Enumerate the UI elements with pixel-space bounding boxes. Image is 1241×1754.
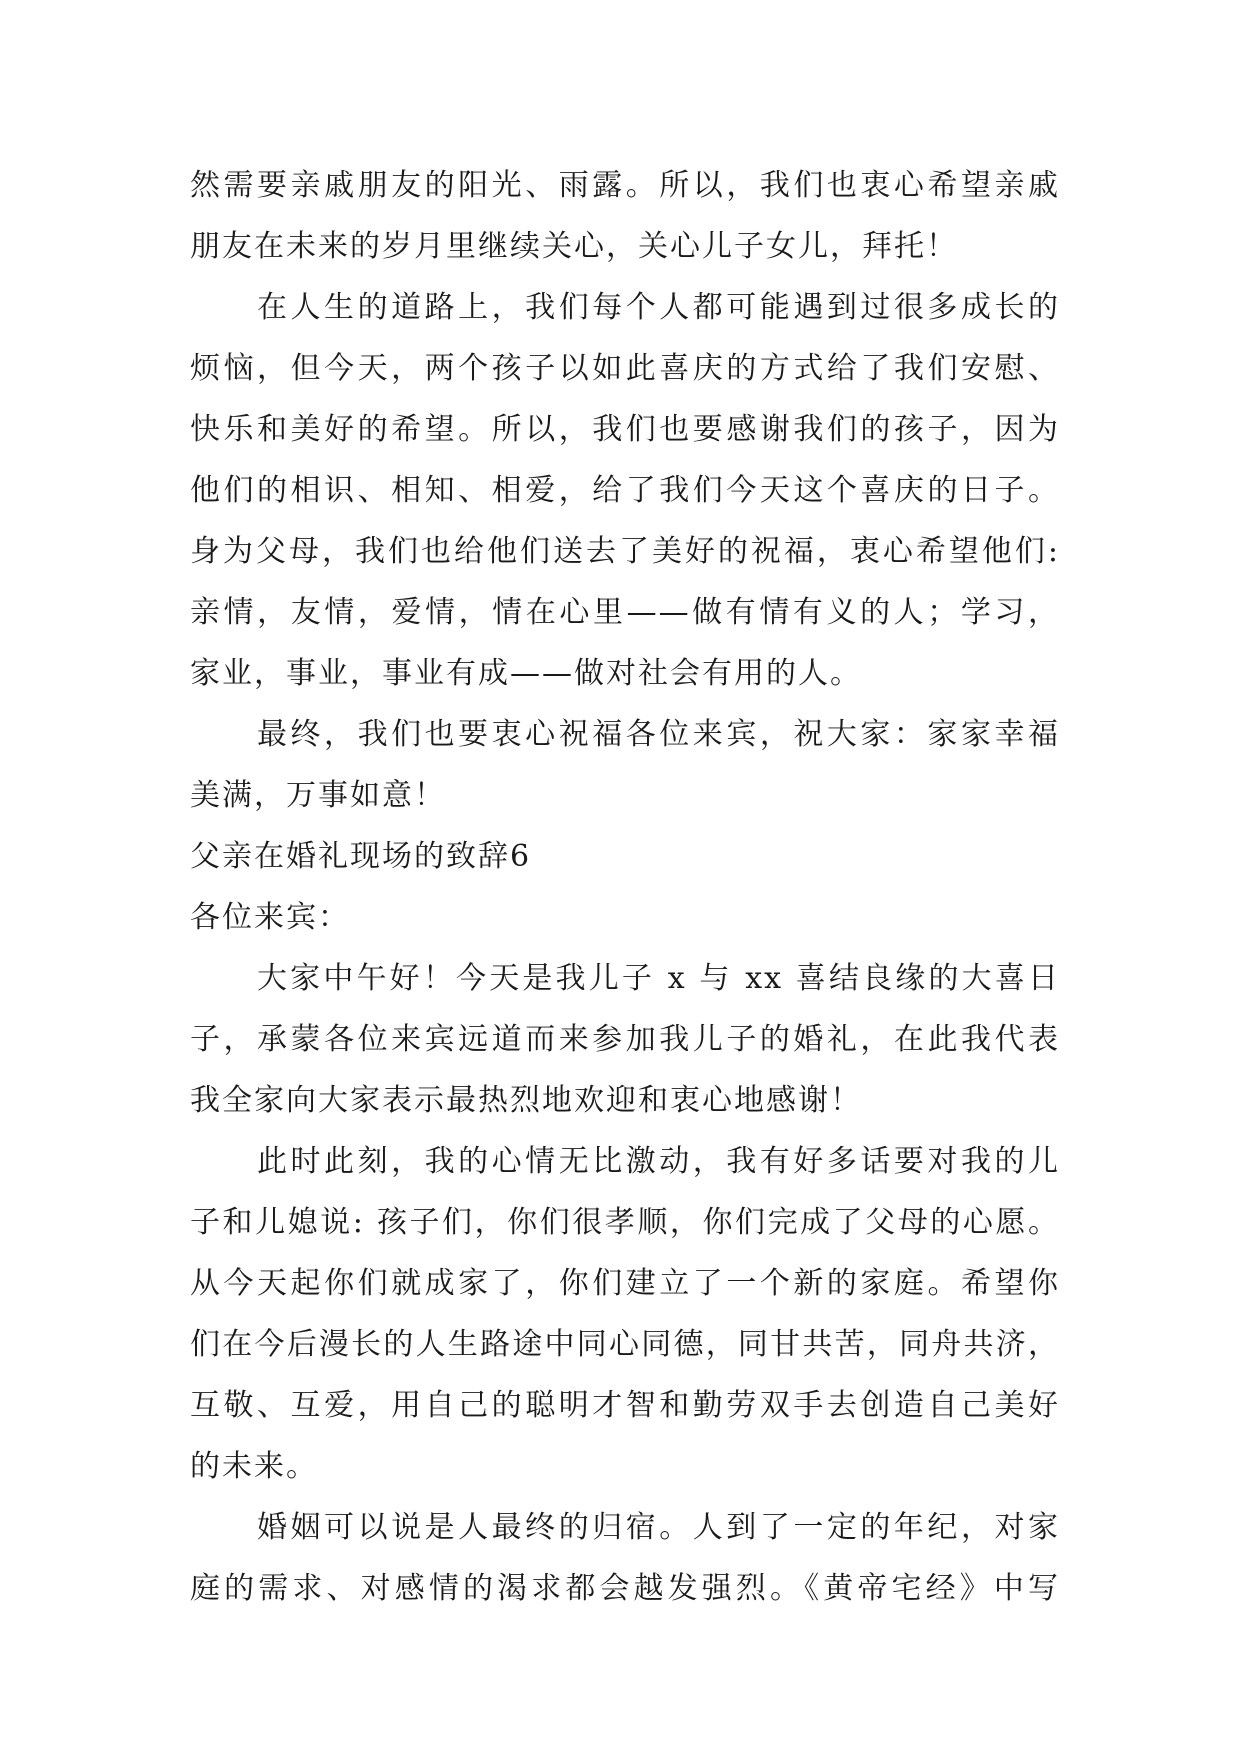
- text-line: 我全家向大家表示最热烈地欢迎和衷心地感谢！: [190, 1083, 862, 1118]
- paragraph-start-line: 在人生的道路上，我们每个人都可能遇到过很多成长的: [257, 290, 1060, 325]
- text-line: 子，承蒙各位来宾远道而来参加我儿子的婚礼，在此我代表: [190, 1022, 1060, 1057]
- text-line: 亲情，友情，爱情，情在心里——做有情有义的人；学习，: [190, 595, 1060, 630]
- text-line: 从今天起你们就成家了，你们建立了一个新的家庭。希望你: [190, 1266, 1060, 1301]
- text-line: 快乐和美好的希望。所以，我们也要感谢我们的孩子，因为: [190, 412, 1060, 447]
- text-line: 子和儿媳说: 孩子们，你们很孝顺，你们完成了父母的心愿。: [190, 1205, 1060, 1240]
- text-line: 身为父母，我们也给他们送去了美好的祝福，衷心希望他们:: [190, 534, 1060, 569]
- paragraph-start-line: 此时此刻，我的心情无比激动，我有好多话要对我的儿: [257, 1144, 1060, 1179]
- paragraph-start-line: 最终，我们也要衷心祝福各位来宾，祝大家：家家幸福: [257, 717, 1060, 752]
- text-line: 朋友在未来的岁月里继续关心，关心儿子女儿，拜托！: [190, 229, 958, 264]
- paragraph-start-line: 婚姻可以说是人最终的归宿。人到了一定的年纪，对家: [257, 1510, 1060, 1545]
- text-line: 互敬、互爱，用自己的聪明才智和勤劳双手去创造自己美好: [190, 1388, 1060, 1423]
- salutation: 各位来宾：: [190, 900, 350, 935]
- text-line: 他们的相识、相知、相爱，给了我们今天这个喜庆的日子。: [190, 473, 1060, 508]
- text-line: 然需要亲戚朋友的阳光、雨露。所以，我们也衷心希望亲戚: [190, 168, 1060, 203]
- text-line: 的未来。: [190, 1449, 318, 1484]
- text-line: 们在今后漫长的人生路途中同心同德，同甘共苦，同舟共济，: [190, 1327, 1060, 1362]
- text-line: 美满，万事如意！: [190, 778, 446, 813]
- paragraph-start-line: 大家中午好！今天是我儿子 x 与 xx 喜结良缘的大喜日: [257, 961, 1060, 996]
- document-page: [190, 155, 1060, 1619]
- text-line: 烦恼，但今天，两个孩子以如此喜庆的方式给了我们安慰、: [190, 351, 1060, 386]
- text-line: 家业，事业，事业有成——做对社会有用的人。: [190, 656, 862, 691]
- section-heading: 父亲在婚礼现场的致辞6: [190, 839, 532, 874]
- text-line: 庭的需求、对感情的渴求都会越发强烈。《黄帝宅经》中写: [190, 1571, 1060, 1606]
